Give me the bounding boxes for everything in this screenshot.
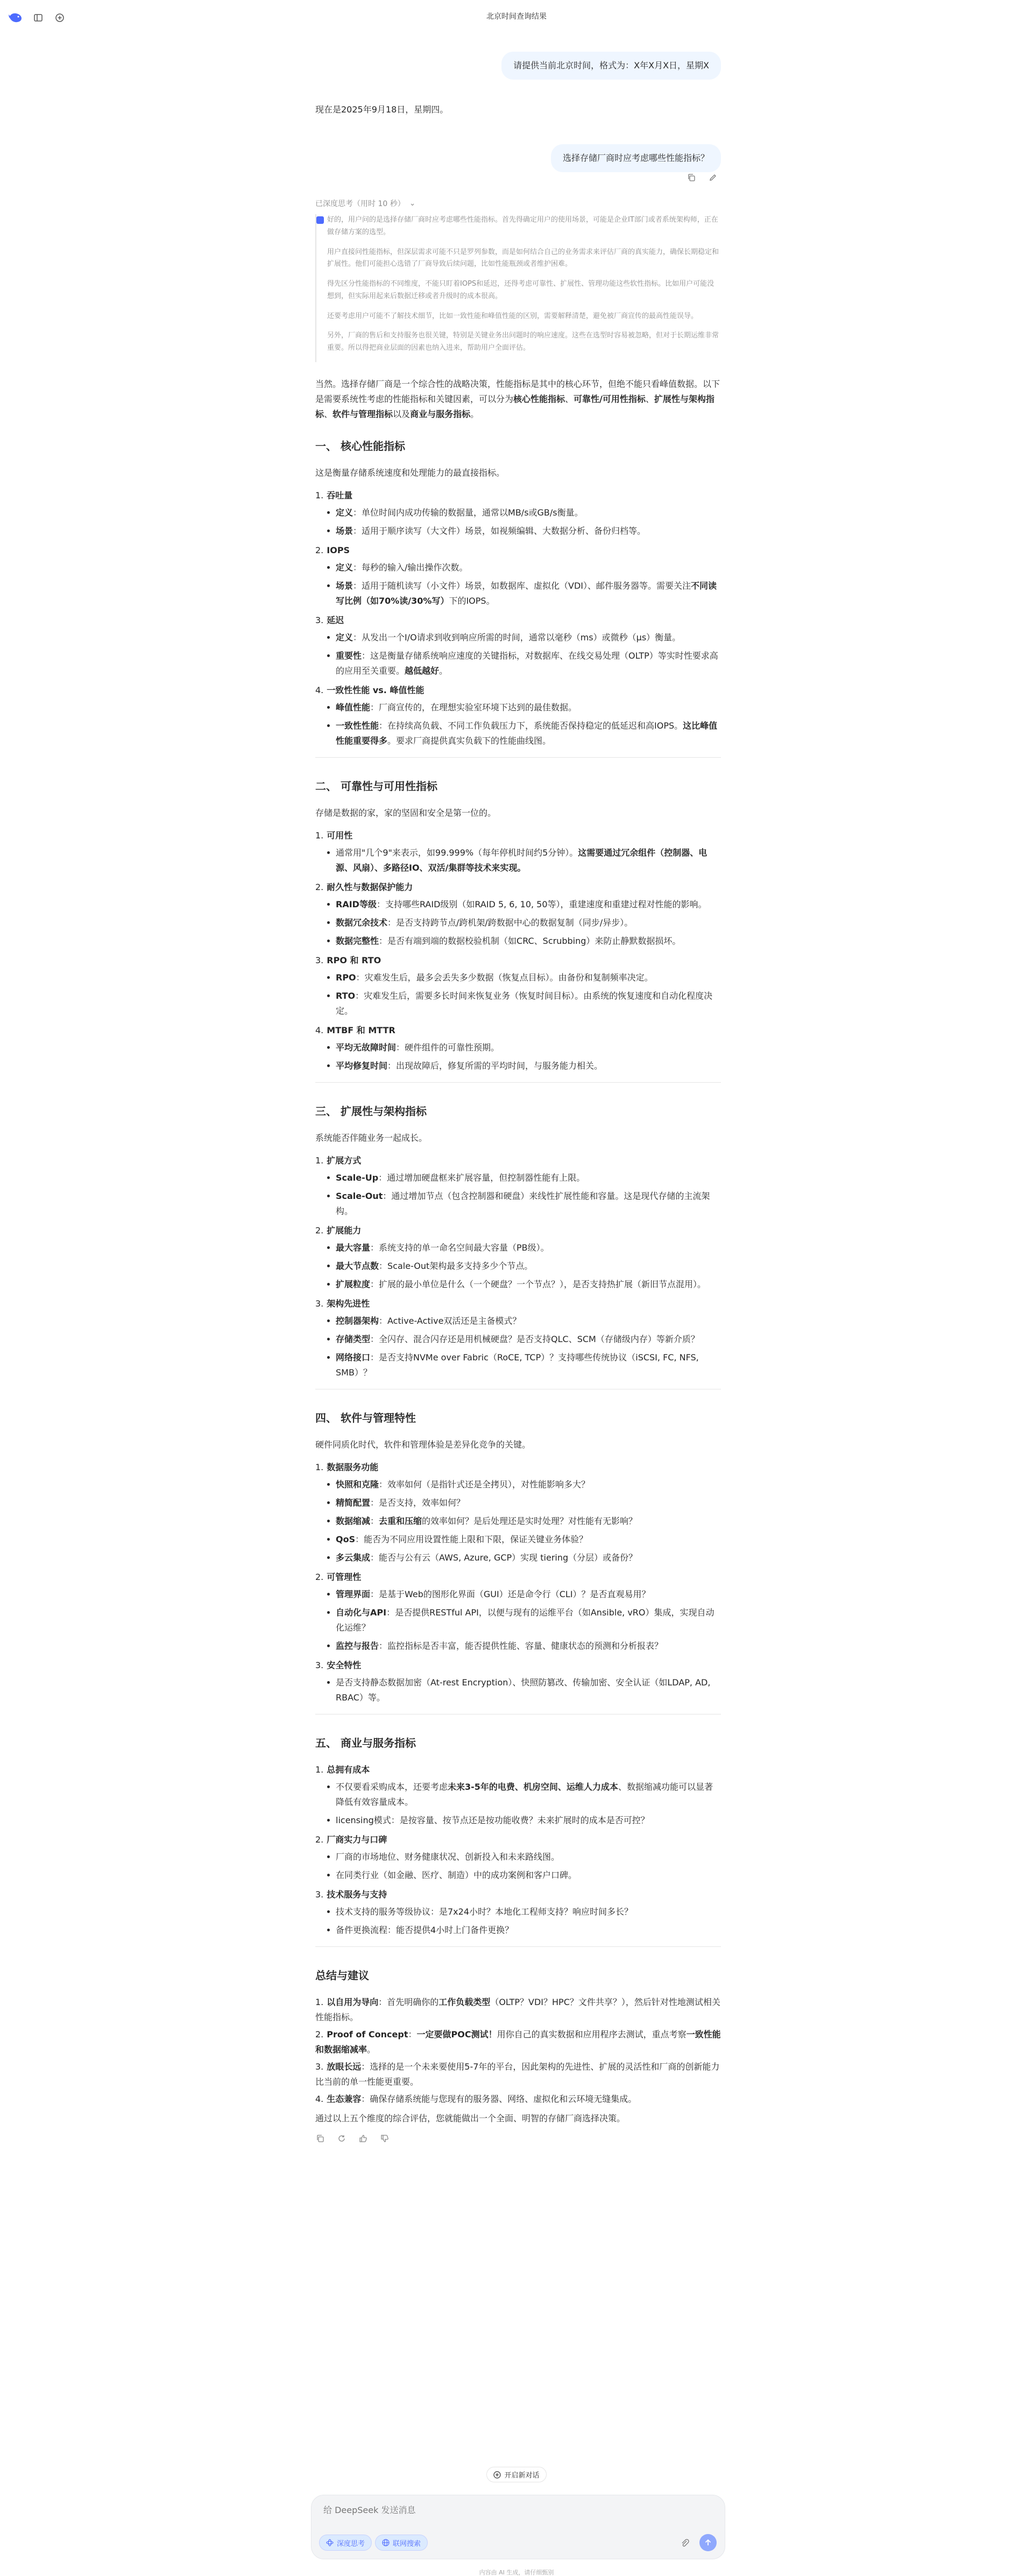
- list-item: [315, 1296, 721, 1380]
- thinking-content: [315, 214, 721, 362]
- section-list: [315, 1460, 721, 1705]
- list-item-title: 2. 扩展能力: [315, 1225, 362, 1236]
- section-list: [315, 1762, 721, 1938]
- bullet-item: 管理界面：是基于Web的图形化界面（GUI）还是命令行（CLI）？是否直观易用？: [327, 1587, 721, 1602]
- bullet-item: 场景：适用于随机读写（小文件）场景，如数据库、虚拟化（VDI）、邮件服务器等。需要关注不同读写比例（如70%读/30%写）下的IOPS。: [327, 578, 721, 609]
- globe-icon: [382, 2539, 390, 2546]
- bullet-item: 扩展粒度：扩展的最小单位是什么（一个硬盘？一个节点？），是否支持热扩展（新旧节点混用）。: [327, 1277, 721, 1292]
- assistant-answer: [315, 377, 721, 2143]
- list-item: [315, 543, 721, 609]
- chat-title: 北京时间查询结果: [486, 12, 547, 21]
- bullet-item: RTO：灾难发生后，需要多长时间来恢复业务（恢复时间目标）。由系统的恢复速度和自动化程度决定。: [327, 989, 721, 1019]
- list-item-title: 2. 可管理性: [315, 1572, 362, 1582]
- bullet-item: 数据冗余技术：是否支持跨节点/跨机架/跨数据中心的数据复制（同步/异步）。: [327, 915, 721, 930]
- conclusion-item: 3. 放眼长远：选择的是一个未来要使用5-7年的平台，因此架构的先进性、扩展的灵活性和厂商的创新能力比当前的单一性能更重要。: [315, 2062, 720, 2087]
- assistant-message: 现在是2025年9月18日，星期四。: [315, 104, 449, 115]
- list-item-title: 4. 一致性性能 vs. 峰值性能: [315, 685, 424, 695]
- thinking-paragraph: 用户直接问性能指标，但深层需求可能不只是罗列参数，而是如何结合自己的业务需求来评估厂商的真实能力，确保长期稳定和扩展性。他们可能担心选错了厂商导致后续问题，比如性能瓶颈或者维护困难。: [327, 248, 719, 269]
- copy-icon[interactable]: [687, 173, 696, 182]
- list-item: [315, 1153, 721, 1219]
- list-item: [315, 1023, 721, 1074]
- bullet-list: [315, 1675, 721, 1705]
- bullet-list: [315, 1587, 721, 1654]
- regenerate-icon[interactable]: [337, 2134, 346, 2143]
- message-composer: [311, 2495, 725, 2559]
- list-item-title: 3. 架构先进性: [315, 1298, 370, 1309]
- bullet-item: 最大容量：系统支持的单一命名空间最大容量（PB级）。: [327, 1240, 721, 1255]
- bullet-item: 不仅要看采购成本，还要考虑未来3-5年的电费、机房空间、运维人力成本、数据缩减功能可以显著降低有效容量成本。: [327, 1780, 721, 1810]
- user-message: 选择存储厂商时应考虑哪些性能指标？: [551, 144, 721, 172]
- arrow-up-icon: [704, 2538, 712, 2547]
- bullet-item: RAID等级：支持哪些RAID级别（如RAID 5, 6, 10, 50等），重建速度和重建过程对性能的影响。: [327, 897, 721, 912]
- list-item-title: 4. MTBF 和 MTTR: [315, 1025, 395, 1035]
- list-item: [315, 1223, 721, 1292]
- bullet-item: QoS：能否为不同应用设置性能上限和下限，保证关键业务体验？: [327, 1532, 721, 1547]
- bullet-item: 监控与报告：监控指标是否丰富，能否提供性能、容量、健康状态的预测和分析报表？: [327, 1639, 721, 1654]
- web-search-label: 联网搜索: [393, 2539, 421, 2548]
- bullet-item: 峰值性能：厂商宣传的，在理想实验室环境下达到的最佳数据。: [327, 700, 721, 715]
- conclusion-closing: 通过以上五个维度的综合评估，您就能做出一个全面、明智的存储厂商选择决策。: [315, 2113, 626, 2123]
- bullet-list: [315, 1314, 721, 1380]
- section-intro: 这是衡量存储系统速度和处理能力的最直接指标。: [315, 468, 505, 478]
- thinking-paragraph: 另外，厂商的售后和支持服务也很关键，特别是关键业务出问题时的响应速度。这些在选型时容易被忽略，但对于长期运维非常重要。所以得把商业层面的因素也纳入进来，帮助用户全面评估。: [327, 331, 719, 352]
- thumbs-up-icon[interactable]: [358, 2134, 368, 2143]
- deep-think-toggle[interactable]: [319, 2535, 372, 2551]
- bullet-item: 网络接口：是否支持NVMe over Fabric（RoCE, TCP）？支持哪些传统协议（iSCSI, FC, NFS, SMB）？: [327, 1350, 721, 1380]
- list-item-title: 3. 技术服务与支持: [315, 1889, 387, 1900]
- bullet-item: 定义：从发出一个I/O请求到收到响应所需的时间，通常以毫秒（ms）或微秒（μs）衡量。: [327, 630, 721, 645]
- bullet-item: 快照和克隆：效率如何（是指针式还是全拷贝），对性能影响多大？: [327, 1477, 721, 1492]
- list-item-title: 1. 吞吐量: [315, 490, 353, 500]
- user-message: 请提供当前北京时间，格式为：X年X月X日，星期X: [501, 52, 721, 80]
- section-intro: 系统能否伴随业务一起成长。: [315, 1133, 428, 1143]
- list-item: [315, 1762, 721, 1828]
- bullet-item: 重要性：这是衡量存储系统响应速度的关键指标，对数据库、在线交易处理（OLTP）等实时性要求高的应用至关重要。越低越好。: [327, 648, 721, 679]
- paperclip-icon[interactable]: [680, 2538, 690, 2548]
- list-item: [315, 1832, 721, 1883]
- plus-circle-icon: [493, 2471, 501, 2479]
- bullet-list: [315, 1850, 721, 1883]
- bullet-item: 自动化与API：是否提供RESTful API，以便与现有的运维平台（如Ansible, vRO）集成，实现自动化运维？: [327, 1605, 721, 1635]
- answer-section: [315, 1389, 721, 1705]
- list-item-title: 3. 延迟: [315, 615, 344, 625]
- ai-disclaimer: 内容由 AI 生成，请仔细甄别: [479, 2569, 554, 2576]
- answer-section: [315, 1714, 721, 1947]
- section-intro: 存储是数据的家，家的坚固和安全是第一位的。: [315, 808, 497, 818]
- bullet-item: 定义：每秒的输入/输出操作次数。: [327, 560, 721, 575]
- list-item: [315, 1658, 721, 1705]
- section-heading: 三、 扩展性与架构指标: [315, 1105, 427, 1118]
- answer-section: [315, 437, 721, 749]
- list-item: [315, 683, 721, 749]
- divider: [315, 1082, 721, 1083]
- bullet-list: [315, 560, 721, 609]
- bullet-list: [315, 1477, 721, 1565]
- bullet-item: 最大节点数：Scale-Out架构最多支持多少个节点。: [327, 1259, 721, 1274]
- conclusion-item: 1. 以自用为导向：首先明确你的工作负载类型（OLTP？VDI？HPC？文件共享？），然后针对性地测试相关性能指标。: [315, 1997, 720, 2022]
- section-heading: 五、 商业与服务指标: [315, 1737, 416, 1749]
- thinking-toggle[interactable]: [315, 198, 415, 209]
- bullet-item: 技术支持的服务等级协议：是7x24小时？本地化工程师支持？响应时间多长？: [327, 1904, 721, 1919]
- bullet-list: [315, 970, 721, 1019]
- bullet-item: 数据完整性：是否有端到端的数据校验机制（如CRC、Scrubbing）来防止静默数据损坏。: [327, 934, 721, 949]
- bullet-list: [315, 505, 721, 539]
- bullet-item: RPO：灾难发生后，最多会丢失多少数据（恢复点目标）。由备份和复制频率决定。: [327, 970, 721, 985]
- section-intro: 硬件同质化时代，软件和管理体验是差异化竞争的关键。: [315, 1439, 531, 1450]
- message-input[interactable]: [323, 2505, 700, 2515]
- chevron-down-icon: ⌄: [409, 199, 416, 208]
- list-item: [315, 828, 721, 876]
- list-item: [315, 488, 721, 539]
- list-item-title: 1. 可用性: [315, 830, 353, 841]
- thinking-label: 已深度思考（用时 10 秒）: [315, 200, 405, 208]
- list-item-title: 1. 数据服务功能: [315, 1462, 379, 1472]
- conclusion-item: 2. Proof of Concept：一定要做POC测试！用你自己的真实数据和应用程序去测试，重点考察一致性能和数据缩减率。: [315, 2029, 721, 2055]
- bullet-item: 数据缩减：去重和压缩的效率如何？是后处理还是实时处理？对性能有无影响？: [327, 1514, 721, 1529]
- atom-icon: [326, 2539, 334, 2546]
- bullet-item: 场景：适用于顺序读写（大文件）场景，如视频编辑、大数据分析、备份归档等。: [327, 524, 721, 539]
- bullet-item: 平均无故障时间：硬件组件的可靠性预期。: [327, 1040, 721, 1055]
- bullet-item: 定义：单位时间内成功传输的数据量，通常以MB/s或GB/s衡量。: [327, 505, 721, 520]
- bullet-list: [315, 845, 721, 876]
- divider: [315, 1946, 721, 1947]
- section-list: [315, 488, 721, 749]
- new-chat-button[interactable]: [486, 2467, 546, 2482]
- bullet-item: licensing模式：是按容量、按节点还是按功能收费？未来扩展时的成本是否可控？: [327, 1813, 721, 1828]
- section-list: [315, 828, 721, 1074]
- deep-think-label: 深度思考: [337, 2539, 365, 2548]
- answer-actions: [315, 2134, 721, 2143]
- thinking-paragraph: 还要考虑用户可能不了解技术细节，比如一致性能和峰值性能的区别，需要解释清楚，避免被厂商宣传的最高性能误导。: [327, 312, 698, 320]
- bullet-item: 控制器架构：Active-Active双活还是主备模式？: [327, 1314, 721, 1329]
- copy-icon[interactable]: [315, 2134, 325, 2143]
- bullet-list: [315, 1904, 721, 1938]
- list-item: [315, 613, 721, 679]
- bullet-item: 在同类行业（如金融、医疗、制造）中的成功案例和客户口碑。: [327, 1868, 721, 1883]
- bullet-list: [315, 1040, 721, 1074]
- bullet-item: 是否支持静态数据加密（At-rest Encryption）、快照防篡改、传输加密、安全认证（如LDAP, AD, RBAC）等。: [327, 1675, 721, 1705]
- answer-intro: 当然。选择存储厂商是一个综合性的战略决策，性能指标是其中的核心环节，但绝不能只看峰值数据。以下是需要系统性考虑的性能指标和关键因素，可以分为核心性能指标、可靠性/可用性指标、扩展性与架构指标、软件与管理指标以及商业与服务指标。: [315, 379, 720, 419]
- list-item: [315, 1460, 721, 1565]
- edit-icon[interactable]: [709, 173, 717, 182]
- section-heading: 二、 可靠性与可用性指标: [315, 780, 437, 793]
- bullet-list: [315, 897, 721, 949]
- conclusion-item: 4. 生态兼容：确保存储系统能与您现有的服务器、网络、虚拟化和云环境无缝集成。: [315, 2094, 637, 2104]
- section-heading: 一、 核心性能指标: [315, 440, 405, 453]
- bullet-list: [315, 1170, 721, 1219]
- thinking-paragraph: 好的，用户问的是选择存储厂商时应考虑哪些性能指标。首先得确定用户的使用场景，可能是企业IT部门或者系统架构师，正在做存储方案的选型。: [327, 216, 718, 236]
- conclusion-list: [315, 1995, 721, 2107]
- bullet-item: 一致性性能：在持续高负载、不同工作负载压力下，系统能否保持稳定的低延迟和高IOPS。这比峰值性能重要得多。要求厂商提供真实负载下的性能曲线图。: [327, 718, 721, 749]
- list-item-title: 1. 扩展方式: [315, 1155, 362, 1166]
- bullet-item: 精简配置：是否支持，效率如何？: [327, 1495, 721, 1511]
- list-item-title: 2. 厂商实力与口碑: [315, 1834, 387, 1845]
- thinking-paragraph: 得先区分性能指标的不同维度，不能只盯着IOPS和延迟，还得考虑可靠性、扩展性、管理功能这些软性指标。比如用户可能没想到，但实际用起来后数据迁移或者升级时的成本很高。: [327, 280, 714, 300]
- web-search-toggle[interactable]: [375, 2535, 428, 2551]
- section-list: [315, 1153, 721, 1380]
- bullet-list: [315, 1780, 721, 1828]
- user-message-actions: [687, 173, 717, 182]
- conclusion-heading: 总结与建议: [315, 1969, 369, 1982]
- list-item-title: 1. 总拥有成本: [315, 1765, 370, 1775]
- list-item-title: 2. IOPS: [315, 545, 350, 555]
- bullet-item: Scale-Out：通过增加节点（包含控制器和硬盘）来线性扩展性能和容量。这是现代存储的主流架构。: [327, 1189, 721, 1219]
- thinking-icon: [316, 216, 324, 224]
- new-chat-label: 开启新对话: [504, 2472, 540, 2480]
- list-item: [315, 953, 721, 1019]
- list-item: [315, 880, 721, 949]
- bullet-list: [315, 1240, 721, 1292]
- section-heading: 四、 软件与管理特性: [315, 1411, 416, 1424]
- answer-sections: [315, 437, 721, 1947]
- thumbs-down-icon[interactable]: [380, 2134, 390, 2143]
- bullet-item: 厂商的市场地位、财务健康状况、创新投入和未来路线图。: [327, 1850, 721, 1865]
- list-item-title: 3. 安全特性: [315, 1660, 362, 1670]
- divider: [315, 757, 721, 758]
- bullet-list: [315, 630, 721, 679]
- send-button[interactable]: [699, 2534, 717, 2551]
- new-chat-row: [0, 2467, 1033, 2482]
- bullet-item: 备件更换流程：能否提供4小时上门备件更换？: [327, 1923, 721, 1938]
- list-item-title: 3. RPO 和 RTO: [315, 955, 381, 965]
- list-item: [315, 1570, 721, 1654]
- answer-section: [315, 757, 721, 1074]
- answer-section: [315, 1082, 721, 1380]
- list-item: [315, 1887, 721, 1938]
- list-item-title: 2. 耐久性与数据保护能力: [315, 882, 413, 892]
- bullet-item: 多云集成：能否与公有云（AWS, Azure, GCP）实现 tiering（分层）或备份？: [327, 1550, 721, 1565]
- bullet-item: 平均修复时间：出现故障后，修复所需的平均时间，与服务能力相关。: [327, 1058, 721, 1074]
- bullet-item: 存储类型：全闪存、混合闪存还是用机械硬盘？是否支持QLC、SCM（存储级内存）等新介质？: [327, 1332, 721, 1347]
- bullet-item: 通常用"几个9"来表示，如99.999%（每年停机时间约5分钟）。这需要通过冗余组件（控制器、电源、风扇）、多路径IO、双活/集群等技术来实现。: [327, 845, 721, 876]
- bullet-item: Scale-Up：通过增加硬盘框来扩展容量，但控制器性能有上限。: [327, 1170, 721, 1185]
- bullet-list: [315, 700, 721, 749]
